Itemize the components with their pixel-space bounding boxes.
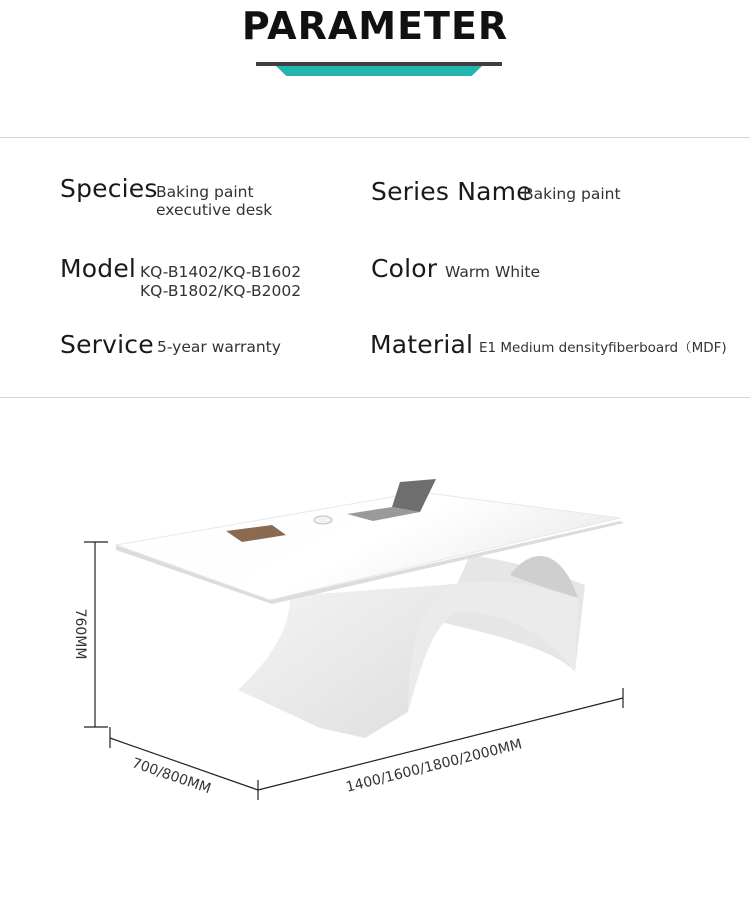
service-label: Service — [60, 330, 154, 359]
model-value-line2: KQ-B1802/KQ-B2002 — [140, 282, 302, 300]
page-title: PARAMETER — [241, 4, 509, 48]
color-label: Color — [371, 254, 438, 283]
service-value: 5-year warranty — [157, 338, 281, 356]
series-name-value: Baking paint — [523, 185, 621, 203]
depth-dimension-label: 700/800MM — [129, 755, 213, 798]
divider-bottom — [0, 397, 750, 398]
length-dimension-label: 1400/1600/1800/2000MM — [344, 736, 524, 796]
model-value-line1: KQ-B1402/KQ-B1602 — [140, 263, 302, 281]
title-accent — [276, 66, 482, 76]
material-label: Material — [370, 330, 474, 359]
divider-top — [0, 137, 750, 138]
title-underline — [256, 62, 502, 66]
height-dimension-label: 760MM — [72, 608, 88, 660]
model-label: Model — [60, 254, 137, 283]
desk-drawing — [0, 410, 750, 890]
color-value: Warm White — [445, 263, 541, 281]
species-value-line2: executive desk — [156, 201, 273, 219]
series-name-label: Series Name — [371, 177, 532, 206]
species-label: Species — [60, 174, 158, 203]
cup — [314, 516, 332, 524]
material-value: E1 Medium densityfiberboard（MDF) — [479, 340, 727, 356]
species-value-line1: Baking paint — [156, 183, 254, 201]
product-illustration — [0, 410, 750, 890]
